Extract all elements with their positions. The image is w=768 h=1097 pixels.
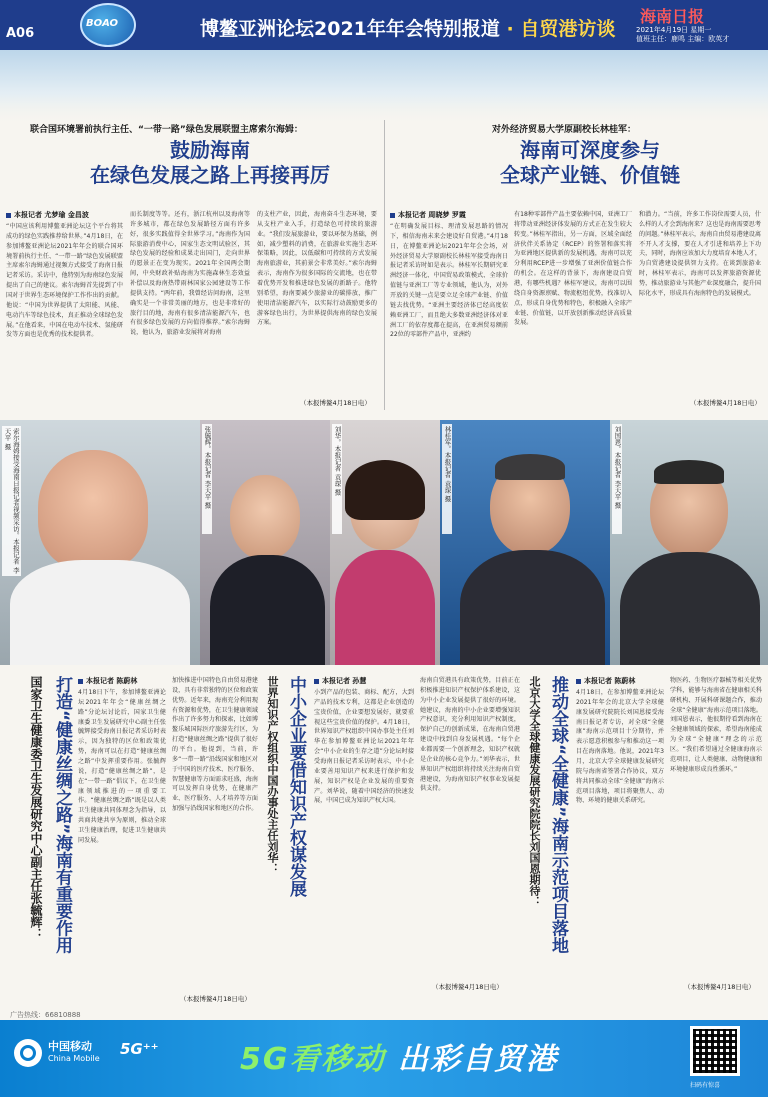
banner-title-main: 博鳌亚洲论坛2021年年会特别报道: [200, 18, 500, 40]
portrait-dress: [335, 550, 435, 665]
bottom-left-subtitle: 国家卫生健康委卫生发展研究中心副主任张毓辉：: [29, 676, 43, 940]
bottom-mid-headline: 中小企业要借知识产权谋发展: [286, 676, 306, 897]
top-right-byline: 本报记者 周晓梦 罗霞: [390, 210, 466, 220]
bottom-mid-footer: （本报博鳌4月18日电）: [432, 983, 503, 991]
photo-lin: 林桂军。本报记者 袁琛 摄: [440, 420, 610, 665]
photo-liu: 刘华。本报记者 袁琛 摄: [330, 420, 440, 665]
bottom-left-headline: 打造“健康丝绸之路”海南有重要作用: [52, 676, 72, 954]
bottom-left-col-1: 4月18日下午，参加博鳌亚洲论坛2021年年会“健康丝绸之路”分论坛讨论后，国家卫生健康委卫生发展研究中心副主任张毓辉接受海南日报记者采访时表示，因为独特的区位和政策优势，海南可以在打造“健康丝绸之路”中发挥重要作用。张毓辉说，打造“健康丝绸之路”，是在“一带一路”倡议下，在卫生健康领域推进的一项重要工作。“健康丝绸之路”既是以人类卫生健康共同体理念为指导，以共商共建共享为原则，推动全球卫生健康治理，促进卫生健康共同发展。: [78, 689, 166, 844]
bottom-left-footer: （本报博鳌4月18日电）: [180, 995, 251, 1003]
photo-solheim: 索尔海姆接受海南日报记者视频采访。本报记者 李天平 摄: [0, 420, 200, 665]
cover-photo: [0, 50, 768, 122]
bottom-right-headline: 推动全球“全健康”海南示范项目落地: [548, 676, 568, 954]
bottom-right-col-1: 4月18日，在参加博鳌亚洲论坛2021年年会的北京大学全球健康发展研究院院长刘国恩接受海南日报记者专访，对全球“全健康”海南示范项目十分期待，并表示愿意积极参与和推动这一项目在海南落地。他说，2021年3月，北京大学全球健康发展研究院与海南省签署合作协议，双方将共同推动全球“全健康”海南示范项目落地，项目将聚焦人、动物、环境的健康关系研究。: [576, 689, 664, 805]
ad-slogan: 5G看移动 出彩自贸港: [240, 1042, 558, 1077]
portrait-hair: [654, 460, 724, 484]
portrait-face: [230, 475, 300, 560]
top-left-headline-1: 鼓励海南: [170, 138, 250, 162]
top-right-col-2: 有18种零部件产品主要依赖中国，亚洲工厂将带动亚洲经济体发展的方式正在发生较大转变。”林桂军指出，另一方面，区域全面经济伙伴关系协定（RCEP）的签署和落实将为亚洲地区提供新的发展机遇，海南可以充分利用RCEP进一步增强了亚洲价值链合作的机会。在这样的背景下，海南建设自贸港，有哪些机遇？林桂军建议，海南可以围绕自身资源禀赋、物流枢纽优势，找准切入点，形成自身优势和特色，积极融入全球产业链、价值链，以开放创新推动经济高质量发展。: [514, 211, 632, 327]
qr-code-icon[interactable]: [690, 1026, 740, 1076]
qr-caption: 扫码有惊喜: [690, 1082, 721, 1089]
top-left-col-2: 而长制度等等。还有，浙江杭州以及海南等许多城市，都在绿色发展路径方面有许多好，很多实践值得全世界学习。”海南作为国际旅游消费中心，国家生态文明试验区，其绿色发展的经验和成果走出国门，走向世界的愿景正在变为现实。2021年全国两会期间，中央财政补贴海南为实施森林生态效益补偿以及海南热带雨林国家公园建设等工作提供支持。“两年前，我曾经访问海南，这里确实是一个非常美丽的地方，也是非常好的旅行目的地，海南有很多清洁能源汽车，也有很多绿色发展的方向值得推荐。”索尔海姆说，他认为，旅游业发展将对海南: [130, 211, 250, 337]
ad-brand-en: China Mobile: [48, 1054, 100, 1063]
top-left-footer: （本报博鳌4月18日电）: [300, 399, 371, 407]
bullet-square-icon: [314, 679, 319, 684]
ad-hotline: 广告热线：66810888: [10, 1011, 81, 1019]
top-left-col-1: “中国应该利用博鳌亚洲论坛这个平台将其成功的绿色实践推荐给世界。”4月18日，在参加博鳌亚洲论坛2021年年会的联合国环境署前执行主任、“一带一路”绿色发展联盟主席索尔海姆通过视频方式接受了海南日报记者采访。采访中，他特别为海南绿色发展提出了自己的建议。索尔海姆首先提到了中国对于世界生态环境保护工作作出的贡献。他说：“中国为世界提供了太阳能、风能、电动汽车等绿色技术，真正推动全球绿色发展。”在他看来，中国在电动车技术、氢能研发等方面也是优秀的技术提供者。: [6, 223, 123, 339]
logo-text: BOAO: [86, 18, 119, 29]
ad-5g-badge: 5G⁺⁺: [120, 1040, 159, 1058]
bullet-square-icon: [78, 679, 83, 684]
ad-brand-cn: 中国移动: [48, 1040, 92, 1053]
bottom-right-subtitle: 北京大学全球健康发展研究院院长刘国恩期待：: [528, 676, 541, 907]
portrait-suit: [620, 552, 760, 665]
top-right-footer: （本报博鳌4月18日电）: [690, 399, 761, 407]
banner-title-highlight: 自贸港访谈: [520, 18, 616, 40]
banner-title-sep: ·: [506, 18, 514, 40]
bottom-mid-col-1: 小到产品的包装、商标、配方，大到产品的技术专利，这都是企业创造的宝贵价值，企业要想发展好，就要重视这些宝贵价值的保护。4月18日，世界知识产权组织中国办事处主任刘华在参加博鳌亚洲论坛2021年年会“中小企业的生存之道”分论坛时接受海南日报记者采访时表示，中小企业要善用知识产权来进行保护和发展，知识产权是企业发展的重要资产。刘华说，随着中国经济的快速发展，中国已成为知识产权大国。: [314, 689, 414, 805]
page-number: A06: [6, 26, 35, 41]
photo-liu-guoen: 刘国恩。本报记者 李天平 摄: [610, 420, 768, 665]
bottom-mid-byline: 本报记者 孙慧: [314, 676, 366, 686]
top-right-col-3: 和潜力。“当前，许多工作岗位需要人员，什么样的人才会到海南来？这也是海南需要思考的问题。”林桂军表示，海南自由贸易港建设离不开人才支撑，要在人才引进和培养上下功夫，同时，海南应该加大力度培育本地人才，为自贸港建设提供智力支持。在谈到旅游业时，林桂军表示，海南可以发挥旅游资源优势，推动旅游业与其他产业深度融合，提升国际化水平，形成具有海南特色的发展模式。: [639, 211, 761, 297]
top-right-kicker: 对外经济贸易大学原副校长林桂军：: [492, 125, 637, 135]
bottom-mid-col-2: 海南自贸港具有政策优势，目前正在积极推进知识产权保护体系建设，这为中小企业发展提供了很好的环境。她建议，海南的中小企业要增强知识产权意识，充分利用知识产权制度，保护自己的创新成果，在海南自贸港建设中找到自身发展机遇。“每个企业都需要一个创新理念，知识产权就是企业的核心竞争力。”刘华表示，世界知识产权组织将持续关注海南自贸港建设，为海南知识产权事业发展提供支持。: [420, 677, 520, 793]
top-left-kicker: 联合国环境署前执行主任、“一带一路”绿色发展联盟主席索尔海姆：: [30, 125, 303, 135]
top-left-byline: 本报记者 尤梦瑜 金昌波: [6, 210, 89, 220]
bottom-left-byline: 本报记者 陈蔚林: [78, 676, 137, 686]
bottom-right-byline: 本报记者 陈蔚林: [576, 676, 635, 686]
bottom-mid-subtitle: 世界知识产权组织中国办事处主任刘华：: [266, 676, 279, 874]
china-mobile-logo-ring: [20, 1045, 36, 1061]
editors-line: 值班主任：鹿鸣 主编：欧英才: [636, 35, 730, 43]
top-left-headline-2: 在绿色发展之路上再接再厉: [90, 163, 330, 187]
top-right-headline-2: 全球产业链、价值链: [500, 163, 680, 187]
column-divider: [384, 120, 385, 410]
top-left-col-3: 的支柱产业，因此，海南奋斗生态环境，要从支柱产业入手，打造绿色可持续的旅游业。“我们发展旅游业，要以环保为基础，例如，减少塑料的消费，在旅游业实施生态环保策略，因此，以低碳和可持续的方式发展海南旅游业，其前景会非常美好。”索尔海姆表示，海南作为很多国际的交流地，也在带着优势开发和推进绿色发展的新路子。他特别希望，海南要减少旅游业的碳排放，推广使用清洁能源汽车，以实际行动鼓励更多的游客绿色出行，为世界提供海南的绿色发展方案。: [257, 211, 377, 327]
bullet-square-icon: [576, 679, 581, 684]
portrait-face: [38, 450, 148, 570]
newspaper-name: 海南日报: [640, 7, 705, 26]
portrait-hair: [345, 460, 425, 520]
top-right-headline-1: 海南可深度参与: [520, 138, 660, 162]
photo-strip: [0, 420, 768, 665]
bullet-square-icon: [390, 213, 395, 218]
bullet-square-icon: [6, 213, 11, 218]
portrait-hair: [495, 454, 565, 480]
top-right-col-1: “在明确发展目标、理清发展思路的情况下，相信海南未来会建设好自贸港。”4月18日，在博鳌亚洲论坛2021年年会会场，对外经济贸易大学原副校长林桂军接受海南日报记者采访时如是表示。林桂军长期研究亚洲经济一体化、中国贸易政策模式、全球价值链与亚洲工厂等专业领域，他认为，对外开放的关键一点是要立足全球产业链、价值链去找优势。“亚洲主要经济体已经高度依赖亚洲工厂，而且绝大多数亚洲经济体对亚洲工厂的依存度都在提高，在亚洲贸易额前22位的零部件产品中，亚洲约: [390, 223, 508, 339]
issue-date: 2021年4月19日 星期一: [636, 26, 712, 34]
portrait-shirt: [10, 560, 190, 665]
photo-zhang: 张毓辉。本报记者 李天平 摄: [200, 420, 330, 665]
bottom-left-col-2: 加快推进中国特色自由贸易港建设，具有非常独特的区位和政策优势。近年来，海南充分利用现有资源和优势，在卫生健康领域作出了许多努力和探索，比如博鳌乐城国际医疗旅游先行区，为打造“健康丝绸之路”提供了很好的平台。他提到，当前，许多“一带一路”沿线国家和地区对于中国的医疗技术、医疗服务、智慧健康等方面需求旺盛，海南可以发挥自身优势，在健康产业、医疗服务、人才培养等方面加强与沿线国家和地区的合作。: [172, 677, 258, 813]
bottom-right-footer: （本报博鳌4月18日电）: [684, 983, 755, 991]
portrait-suit: [210, 555, 325, 665]
portrait-suit: [460, 550, 605, 665]
banner-title: [200, 14, 615, 41]
bottom-right-col-2: 物医药、生物医疗器械等相关优势学科，能够与海南省在健康相关科研机构、开展科研课题合作，推动全球“全健康”海南示范项目落地。刘国恩表示，他很期待看到海南在全健康领域的探索，希望海南能成为全球“全健康”理念的示范区。“我们希望通过全健康海南示范项目，让人类健康、动物健康和环境健康形成良性循环。”: [670, 677, 762, 773]
